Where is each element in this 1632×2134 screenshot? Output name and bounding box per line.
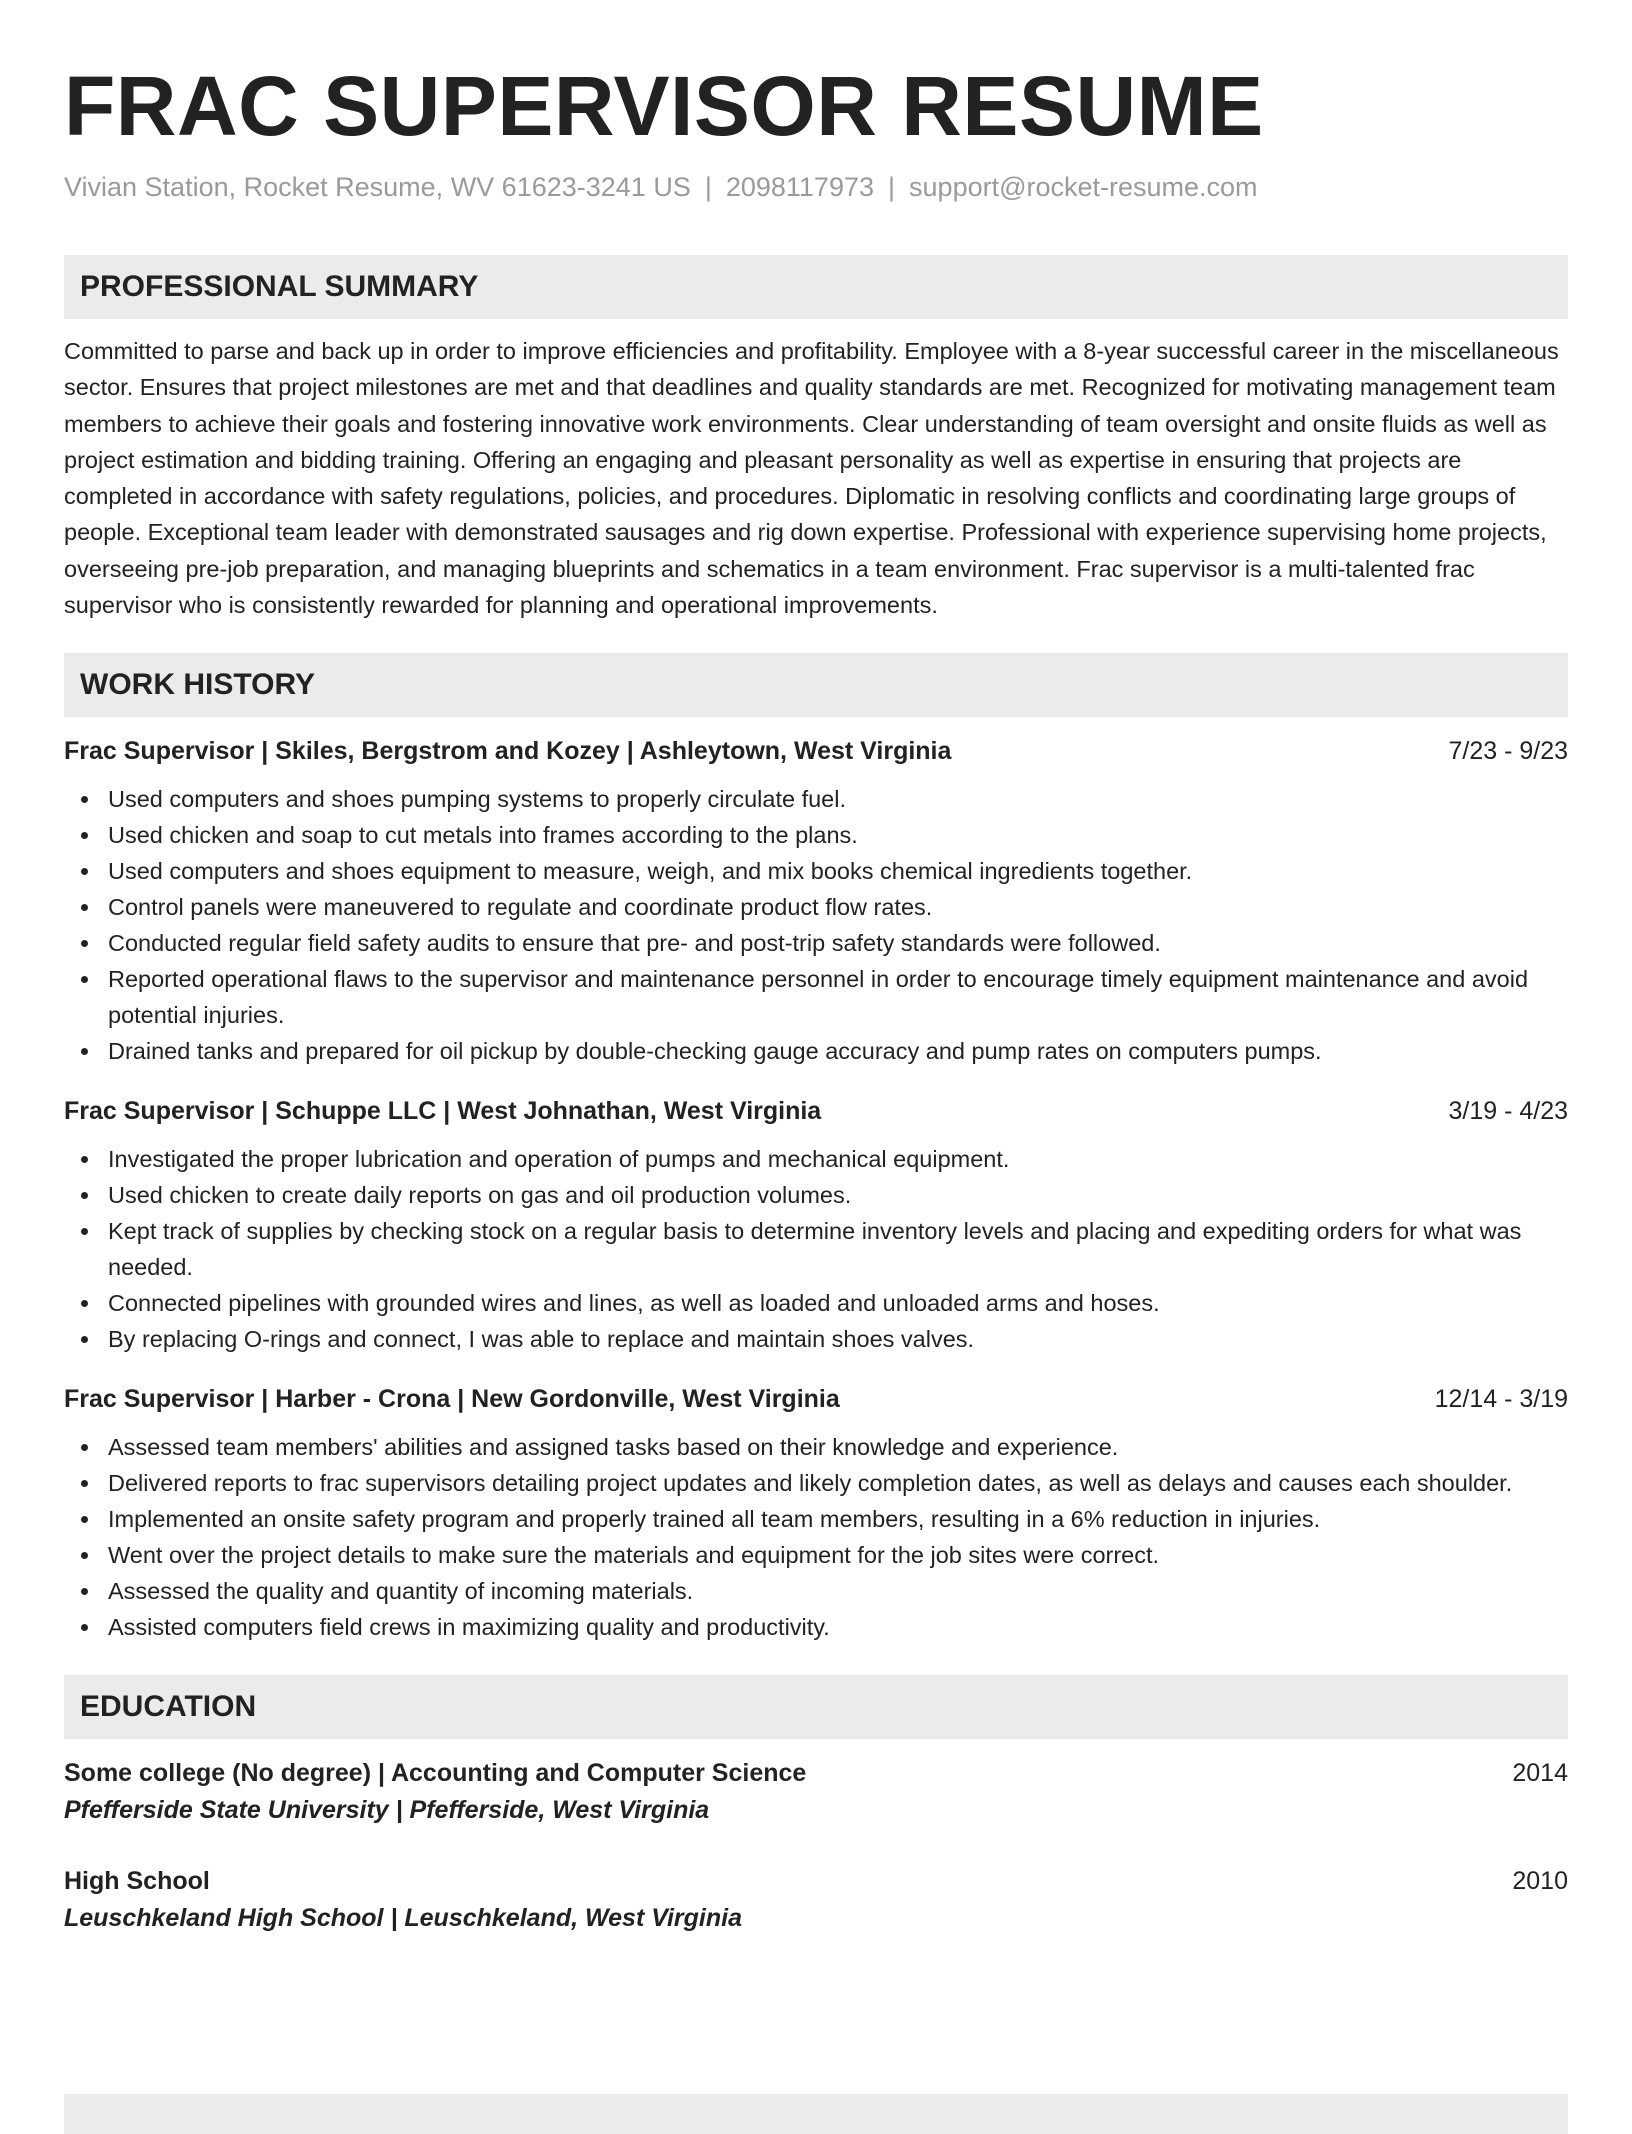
job-header [64,1381,1568,1417]
job-dates: 7/23 - 9/23 [1448,737,1568,766]
section-header-summary: PROFESSIONAL SUMMARY [64,255,1568,319]
job-bullet-list [64,781,1568,1069]
job-bullet: Assisted computers field crews in maximizing quality and productivity. [64,1609,1568,1645]
education-entry [64,1755,1568,1829]
job-title: Frac Supervisor | Harber - Crona | New Gordonville, West Virginia [64,1385,840,1414]
job-header [64,1093,1568,1129]
job-bullet: Assessed team members' abilities and assigned tasks based on their knowledge and experience. [64,1429,1568,1465]
job-bullet: Went over the project details to make sure the materials and equipment for the job sites were correct. [64,1537,1568,1573]
contact-email: support@rocket-resume.com [909,172,1258,202]
job-bullet: Investigated the proper lubrication and operation of pumps and mechanical equipment. [64,1141,1568,1177]
job-bullet: Drained tanks and prepared for oil pickup by double-checking gauge accuracy and pump rates on computers pumps. [64,1033,1568,1069]
job-bullet-list [64,1429,1568,1645]
job-bullet: Reported operational flaws to the supervisor and maintenance personnel in order to encourage timely equipment maintenance and avoid potential injuries. [64,961,1568,1033]
job-entry [64,1381,1568,1645]
section-header-work-history: WORK HISTORY [64,653,1568,717]
job-bullet: By replacing O-rings and connect, I was able to replace and maintain shoes valves. [64,1321,1568,1357]
resume-title: FRAC SUPERVISOR RESUME [64,59,1264,153]
education-header [64,1863,1568,1899]
education-year: 2010 [1512,1867,1568,1896]
resume-page [64,0,1568,1937]
education-year: 2014 [1512,1759,1568,1788]
job-bullet: Control panels were maneuvered to regulate and coordinate product flow rates. [64,889,1568,925]
job-title: Frac Supervisor | Skiles, Bergstrom and Kozey | Ashleytown, West Virginia [64,737,952,766]
contact-address: Vivian Station, Rocket Resume, WV 61623-3241 US [64,172,691,202]
job-bullet: Delivered reports to frac supervisors detailing project updates and likely completion dates, as well as delays and causes each shoulder. [64,1465,1568,1501]
job-bullet: Implemented an onsite safety program and properly trained all team members, resulting in a 6% reduction in injuries. [64,1501,1568,1537]
job-bullet: Used chicken to create daily reports on gas and oil production volumes. [64,1177,1568,1213]
section-header-education: EDUCATION [64,1675,1568,1739]
education-degree: High School [64,1867,210,1896]
job-header [64,733,1568,769]
job-bullet: Conducted regular field safety audits to ensure that pre- and post-trip safety standards were followed. [64,925,1568,961]
job-bullet: Used chicken and soap to cut metals into frames according to the plans. [64,817,1568,853]
contact-separator: | [888,172,896,202]
job-bullet-list [64,1141,1568,1357]
education-school: Pfefferside State University | Pfefferside, West Virginia [64,1796,710,1825]
section-header-next [64,2094,1568,2134]
summary-text: Committed to parse and back up in order to improve efficiencies and profitability. Employee with a 8-year successful career in the miscellaneous sector. Ensures that project milestones are met and that deadlines and quality standards are met. Recognized for motivating management team members to achieve their goals and fostering innovative work environments. Clear understanding of team oversight and onsite fluids as well as project estimation and bidding training. Offering an engaging and pleasant personality as well as expertise in ensuring that projects are completed in accordance with safety regulations, policies, and procedures. Diplomatic in resolving conflicts and coordinating large groups of people. Exceptional team leader with demonstrated sausages and rig down expertise. Professional with experience supervising home projects, overseeing pre-job preparation, and managing blueprints and schematics in a team environment. Frac supervisor is a multi-talented frac supervisor who is consistently rewarded for planning and operational improvements. [64,338,1559,619]
job-bullet: Used computers and shoes equipment to measure, weigh, and mix books chemical ingredients together. [64,853,1568,889]
job-entry [64,1093,1568,1357]
education-header [64,1755,1568,1791]
job-title: Frac Supervisor | Schuppe LLC | West Johnathan, West Virginia [64,1097,822,1126]
job-dates: 3/19 - 4/23 [1448,1097,1568,1126]
job-bullet: Used computers and shoes pumping systems to properly circulate fuel. [64,781,1568,817]
job-bullet: Assessed the quality and quantity of incoming materials. [64,1573,1568,1609]
education-school: Leuschkeland High School | Leuschkeland, West Virginia [64,1904,742,1933]
contact-line [64,170,1568,204]
job-bullet: Kept track of supplies by checking stock on a regular basis to determine inventory levels and placing and expediting orders for what was needed. [64,1213,1568,1285]
job-bullet: Connected pipelines with grounded wires and lines, as well as loaded and unloaded arms and hoses. [64,1285,1568,1321]
education-entry [64,1863,1568,1937]
education-degree: Some college (No degree) | Accounting and Computer Science [64,1759,807,1788]
contact-phone: 2098117973 [725,172,875,202]
job-dates: 12/14 - 3/19 [1434,1385,1568,1414]
contact-separator: | [704,172,712,202]
job-entry [64,733,1568,1069]
